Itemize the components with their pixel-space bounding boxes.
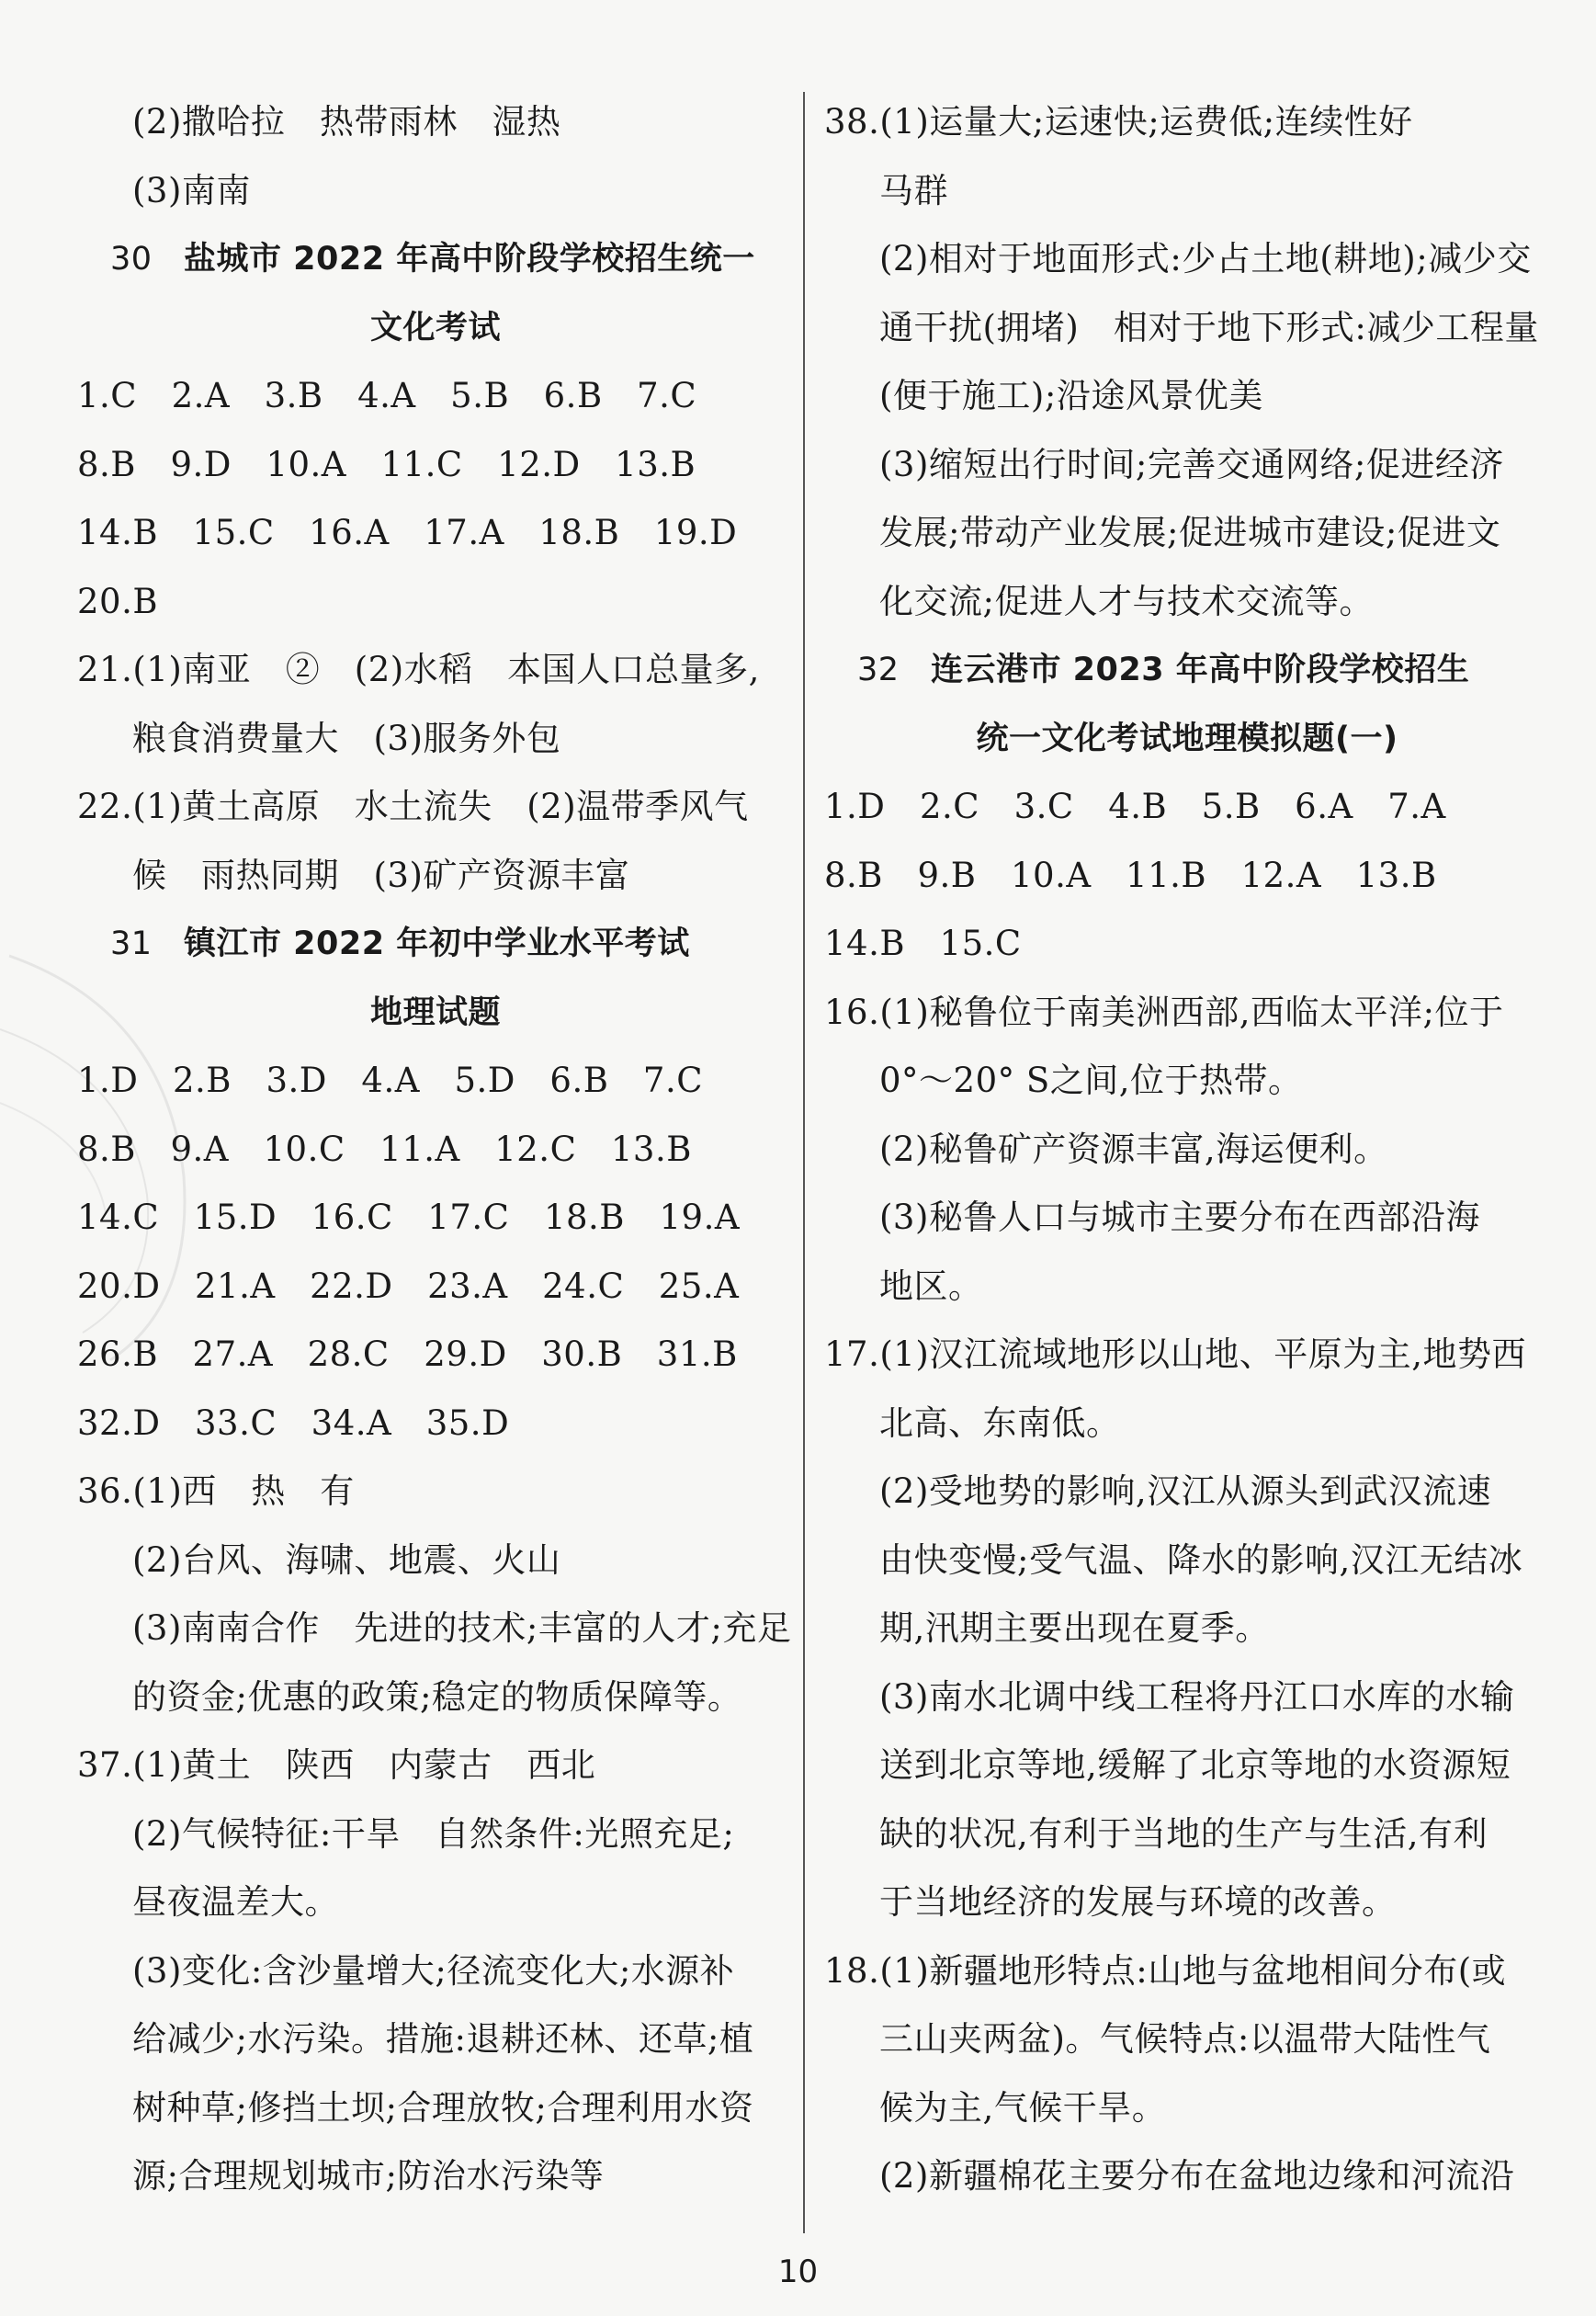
answer-line: (3)南南 [132,170,251,210]
answer-line: (3)南南合作 先进的技术;丰富的人才;充足 [132,1608,792,1648]
answer-line: (2)受地势的影响,汉江从源头到武汉流速 [879,1471,1492,1511]
answer-line: 化交流;促进人才与技术交流等。 [879,581,1374,621]
answer-line: 1.D 2.C 3.C 4.B 5.B 6.A 7.A [824,787,1446,826]
answer-line: 18.(1)新疆地形特点:山地与盆地相间分布(或 [824,1950,1507,1991]
section-title: 镇江市 2022 年初中学业水平考试 [184,925,690,962]
answer-line: 37.(1)黄土 陕西 内蒙古 西北 [77,1745,596,1785]
answer-line: 三山夹两盆)。气候特点:以温带大陆性气 [879,2019,1491,2059]
answer-line: 候为主,气候干旱。 [879,2087,1167,2128]
answer-line: 昼夜温差大。 [132,1882,339,1922]
answer-line: (2)撒哈拉 热带雨林 湿热 [132,102,561,142]
answer-line: 21.(1)南亚 ② (2)水稻 本国人口总量多, [77,650,760,689]
section-subtitle: 地理试题 [369,993,501,1031]
section-number: 31 [110,925,153,962]
answer-line: 0°～20° S之间,位于热带。 [879,1061,1303,1100]
answer-line: 缺的状况,有利于当地的生产与生活,有利 [879,1813,1488,1854]
answer-line: 14.B 15.C 16.A 17.A 18.B 19.D [77,513,738,552]
answer-line: 于当地经济的发展与环境的改善。 [879,1882,1397,1922]
answer-line: 粮食消费量大 (3)服务外包 [132,718,561,758]
answer-line: (3)秘鲁人口与城市主要分布在西部沿海 [879,1198,1480,1237]
answer-line: 20.B [77,581,159,621]
answer-line: 源;合理规划城市;防治水污染等 [132,2156,605,2196]
answer-line: 发展;带动产业发展;促进城市建设;促进文 [879,513,1501,552]
section-heading [77,225,794,294]
answer-line: 由快变慢;受气温、降水的影响,汉江无结冰 [879,1539,1523,1580]
answer-line: (2)台风、海啸、地震、火山 [132,1539,561,1580]
answer-line: (3)变化:含沙量增大;径流变化大;水源补 [132,1950,735,1991]
answer-line: 送到北京等地,缓解了北京等地的水资源短 [879,1745,1511,1785]
section-subtitle: 文化考试 [369,309,501,346]
section-heading [824,636,1550,705]
answer-line: 的资金;优惠的政策;稳定的物质保障等。 [132,1676,742,1717]
answer-line: (2)新疆棉花主要分布在盆地边缘和河流沿 [879,2156,1515,2196]
answer-line: 北高、东南低。 [879,1402,1121,1443]
answer-line: 16.(1)秘鲁位于南美洲西部,西临太平洋;位于 [824,992,1504,1032]
answer-line: 1.C 2.A 3.B 4.A 5.B 6.B 7.C [77,376,697,415]
left-column [77,88,794,2211]
answer-line: (便于施工);沿途风景优美 [879,376,1263,415]
section-heading [77,910,794,979]
answer-line: 14.C 15.D 16.C 17.C 18.B 19.A [77,1198,741,1237]
right-column [824,88,1550,2211]
answer-line: 32.D 33.C 34.A 35.D [77,1402,510,1443]
answer-line: 26.B 27.A 28.C 29.D 30.B 31.B [77,1334,738,1374]
answer-line: 1.D 2.B 3.D 4.A 5.D 6.B 7.C [77,1061,704,1100]
answer-line: 36.(1)西 热 有 [77,1471,355,1511]
answer-line: 候 雨热同期 (3)矿产资源丰富 [132,855,630,895]
answer-line: 给减少;水污染。措施:退耕还林、还草;植 [132,2019,754,2059]
answer-line: (3)缩短出行时间;完善交通网络;促进经济 [879,444,1504,484]
answer-line: 20.D 21.A 22.D 23.A 24.C 25.A [77,1266,740,1306]
section-title: 盐城市 2022 年高中阶段学校招生统一 [184,241,755,278]
answer-line: 马群 [879,170,948,210]
answer-line: (3)南水北调中线工程将丹江口水库的水输 [879,1676,1515,1717]
answer-line: 树种草;修挡土坝;合理放牧;合理利用水资 [132,2087,754,2128]
answer-line: 8.B 9.B 10.A 11.B 12.A 13.B [824,855,1437,895]
section-number: 30 [110,241,153,278]
answer-line: 期,汛期主要出现在夏季。 [879,1608,1270,1648]
answer-line: (2)气候特征:干旱 自然条件:光照充足; [132,1813,735,1854]
section-subtitle: 统一文化考试地理模拟题(一) [976,720,1398,757]
answer-line: 8.B 9.A 10.C 11.A 12.C 13.B [77,1129,692,1169]
column-divider [803,92,805,2233]
section-number: 32 [857,652,900,688]
answer-line: (2)秘鲁矿产资源丰富,海运便利。 [879,1129,1388,1169]
answer-line: 地区。 [879,1266,983,1306]
page-number: 10 [777,2254,819,2290]
answer-line: 17.(1)汉江流域地形以山地、平原为主,地势西 [824,1334,1527,1374]
answer-line: 14.B 15.C [824,924,1022,963]
answer-line: (2)相对于地面形式:少占土地(耕地);减少交 [879,239,1532,278]
answer-line: 通干扰(拥堵) 相对于地下形式:减少工程量 [879,307,1539,347]
answer-line: 8.B 9.D 10.A 11.C 12.D 13.B [77,444,696,484]
answer-line: 38.(1)运量大;运速快;运费低;连续性好 [824,102,1413,142]
answer-line: 22.(1)黄土高原 水土流失 (2)温带季风气 [77,787,749,826]
section-title: 连云港市 2023 年高中阶段学校招生 [931,652,1470,688]
